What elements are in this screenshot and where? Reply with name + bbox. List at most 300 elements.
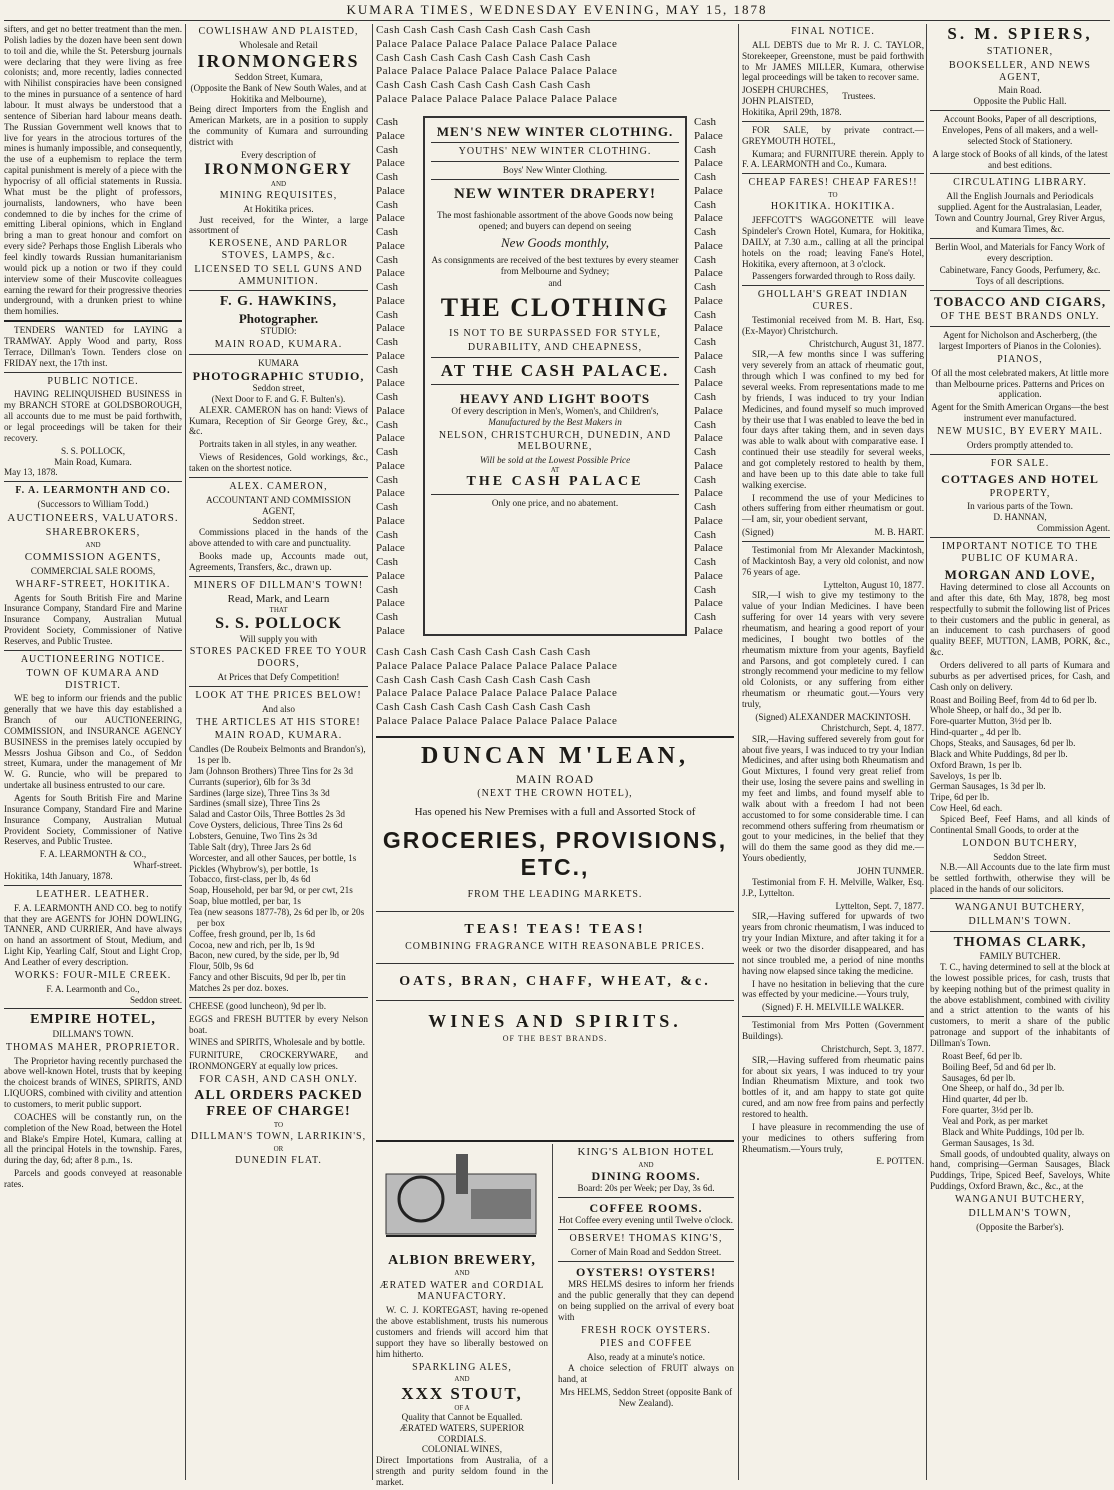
testimonial-5-body-2: I have pleasure in recommending the use of your medicines to others suffering from Rheumatism.—Yours truly, <box>742 1121 924 1154</box>
nb-line: N.B.—All Accounts due to the late firm must be settled forthwith, otherwise they will be placed in the hands of our solicitors. <box>930 862 1110 895</box>
cash-palace-side-word: Palace <box>376 157 405 170</box>
boots-title: HEAVY AND LIGHT BOOTS <box>459 390 651 406</box>
price-item: Cocoa, new and rich, per lb, 1s 9d <box>189 939 315 950</box>
cash-palace-row: Palace Palace Palace Palace Palace Palace Palace <box>376 687 618 700</box>
potten-signature: E. POTTEN. <box>876 1156 924 1167</box>
small-goods: Small goods, of undoubted quality, always on hand, comprising—German Sausages, Black Puddings, Tripe, Spiced Beef, Saveloys, White Puddings, Oxford Brawn, &c., &c., at the <box>930 1148 1110 1192</box>
cash-palace-row: Palace Palace Palace Palace Palace Palace Palace <box>376 92 618 105</box>
cash-palace-side-word: Palace <box>694 322 723 335</box>
cowlishaw-subtitle: Wholesale and Retail <box>239 39 318 50</box>
cowlishaw-just: Just received, for the Winter, a large assortment of <box>189 214 368 236</box>
cameron-address: Seddon street. <box>252 516 305 527</box>
column-divider <box>372 24 373 1480</box>
price-item: Boiling Beef, 5d and 6d per lb. <box>942 1061 1056 1072</box>
column-3 <box>376 24 734 1488</box>
empire-hotel-proprietor: THOMAS MAHER, PROPRIETOR. <box>5 1041 181 1053</box>
price-item: Fore-quarter Mutton, 3½d per lb. <box>930 716 1052 727</box>
manufactured-line: Manufactured by the Best Makers in <box>488 416 622 427</box>
public-notice-title: PUBLIC NOTICE. <box>47 375 139 387</box>
column-divider <box>926 24 927 1480</box>
hawkins-address: MAIN ROAD, KUMARA. <box>214 339 343 351</box>
leather-works: WORKS: FOUR-MILE CREEK. <box>14 969 172 981</box>
divider <box>189 997 368 998</box>
cash-palace-side-word: Palace <box>376 597 405 610</box>
cash-palace-side-word: Cash <box>376 363 398 376</box>
testimonial-2-body: SIR,—I wish to give my testimony to the value of your Indian Medicines. I have been suffering for over 14 years with very severe rheumatism, and hearing a good report of your medicines, I bought two bottles of the rheumatism mixture from your agents, Bayfield and Parsons, and got completely cured. I can strongly recommend your medicine to my fellow old Colonists, or any suffering from either rheumatism or rheumatic gout.—Yours very truly, <box>742 590 924 710</box>
learmonth-and: AND <box>85 540 101 549</box>
divider <box>558 1197 734 1198</box>
price-item: German Sausages, 1s 3d per lb. <box>930 781 1046 792</box>
price-item: Roast Beef, 6d per lb. <box>942 1050 1023 1061</box>
pianos-body: Of all the most celebrated makers, At little more than Melbourne prices. Patterns and Prices on application. <box>931 367 1109 400</box>
price-item: German Sausages, 1s 3d. <box>942 1137 1035 1148</box>
miners-heading: MINERS OF DILLMAN'S TOWN! <box>193 579 364 591</box>
cash-palace-side-word: Palace <box>376 459 405 472</box>
divider <box>742 541 924 542</box>
hart-signature: M. B. HART. <box>874 527 924 538</box>
divider <box>376 736 734 738</box>
at-label: AT <box>550 466 560 475</box>
new-music: NEW MUSIC, BY EVERY MAIL. <box>937 426 1103 438</box>
cash-palace-row: Palace Palace Palace Palace Palace Palace Palace <box>376 659 618 672</box>
clark-price-list <box>930 1051 1110 1149</box>
aerated-line: ÆRATED WATER and CORDIAL MANUFACTORY. <box>379 1279 545 1303</box>
column-2 <box>189 24 368 1480</box>
price-item: Salad and Castor Oils, Three Bottles 2s 3d <box>189 809 345 820</box>
cash-palace-row: Palace Palace Palace Palace Palace Palace Palace <box>376 37 618 50</box>
public-notice-date: May 13, 1878. <box>4 467 58 478</box>
cash-palace-row: Cash Cash Cash Cash Cash Cash Cash Cash <box>376 24 591 36</box>
cash-palace-side-word: Cash <box>694 171 716 183</box>
and-also: And also <box>262 703 295 714</box>
or-label: OR <box>273 1144 284 1153</box>
leather-title: LEATHER. LEATHER. <box>36 888 150 900</box>
divider <box>4 372 182 373</box>
cash-palace-side-word: Cash <box>376 143 398 156</box>
spiers-bookseller: BOOKSELLER, AND NEWS AGENT, <box>949 59 1091 83</box>
divider <box>930 326 1110 327</box>
sale-body: Kumara; and FURNITURE therein. Apply to F. A. LEARMONTH and Co., Kumara. <box>742 148 924 170</box>
pollock-prices: At Prices that Defy Competition! <box>217 672 340 682</box>
library-title: CIRCULATING LIBRARY. <box>953 177 1087 189</box>
testimonial-5-body: SIR,—Having suffered from rheumatic pains for about six years, I was induced to try your Indian Rheumatism Mixture, and took two bottles of it, and am happy to state got quite cured, and am now free from pains and perfectly restored to health. <box>742 1054 924 1119</box>
spiers-body: Account Books, Paper of all descriptions, Envelopes, Pens of all makers, and a well-selected Stock of Stationery. <box>942 114 1098 146</box>
sparkling-ales: SPARKLING ALES, <box>412 1361 512 1373</box>
pollock-will: Will supply you with <box>239 633 318 644</box>
that-label: THAT <box>269 606 288 615</box>
cowlishaw-ironmongery: IRONMONGERY <box>204 160 353 178</box>
testimonial-1-body: SIR,—A few months since I was suffering very severely from an attack of rheumatic gout, through which I was confined to my bed for several weeks. From representations made to me by friends, I was induced to try your Indian Medicines, and found myself so much improved by their use that I was enabled to leave the bed in four days after taking them, and in seven days was able to walk about with comparative ease. I continued their use steadily for several weeks, and got completely restored to health by them, and have been up to this date able to take full walking exercise. <box>742 349 924 490</box>
fruit-line: A choice selection of FRUIT always on hand, at <box>558 1362 734 1384</box>
and-label-2: AND <box>454 1375 470 1384</box>
cash-palace-side-word: Palace <box>694 459 723 472</box>
final-notice-body: ALL DEBTS due to Mr R. J. C. TAYLOR, Storekeeper, Greenstone, must be paid forthwith to Mr JAMES MILLER, Kumara, otherwise legal proceedings will be taken to recover same. <box>742 39 924 83</box>
morgan-price-list <box>930 695 1110 814</box>
observe-line: OBSERVE! THOMAS KING'S, <box>569 1233 723 1245</box>
cash-palace-side-word: Palace <box>694 157 723 170</box>
cash-palace-side-word: Cash <box>694 226 716 238</box>
cash-palace-side-word: Cash <box>376 391 398 403</box>
price-item: Sardines (small size), Three Tins 2s <box>189 798 320 809</box>
learmonth-line-4: COMMERCIAL SALE ROOMS, <box>30 565 156 576</box>
kps-next: (Next Door to F. and G. F. Bulten's). <box>211 393 346 404</box>
the-cash-palace: THE CASH PALACE <box>466 474 644 490</box>
divider <box>189 290 368 291</box>
divider <box>4 1008 182 1009</box>
quality-line: Quality that Cannot be Equalled. <box>401 1411 523 1422</box>
albion-title: ALBION BREWERY, <box>388 1252 536 1268</box>
cowlishaw-mining: MINING REQUISITES, <box>219 189 338 201</box>
cash-palace-side-word: Palace <box>376 129 405 142</box>
important-notice: IMPORTANT NOTICE TO THE PUBLIC OF KUMARA. <box>941 541 1099 564</box>
leading-markets: FROM THE LEADING MARKETS. <box>467 889 643 901</box>
cheap-fares: CHEAP FARES! CHEAP FARES!! <box>748 177 918 189</box>
board-line: Board: 20s per Week; per Day, 3s 6d. <box>577 1183 715 1194</box>
testimonial-1-recommend: I recommend the use of your Medicines to others suffering from either rheumatism or gout.—I am, sir, your obedient servant, <box>742 492 924 525</box>
surpassed-line: IS NOT TO BE SURPASSED FOR STYLE, <box>449 327 661 339</box>
divider <box>189 686 368 687</box>
price-item: Oxford Brawn, 1s per lb. <box>930 759 1022 770</box>
oats-title: OATS, BRAN, CHAFF, WHEAT, &c. <box>399 973 711 989</box>
duncan-mclean-ad <box>376 742 734 1046</box>
kortegast-body: W. C. J. KORTEGAST, having re-opened the above establishment, trusts his numerous customers and friends will accord him that support they have so liberally bestowed on him hitherto. <box>376 1305 548 1359</box>
divider <box>930 173 1110 174</box>
price-item: Veal and Pork, as per market <box>942 1115 1048 1126</box>
cottages-title: COTTAGES AND HOTEL <box>941 471 1099 486</box>
teas-title: TEAS! TEAS! TEAS! <box>464 922 646 938</box>
learmonth-line-5: WHARF-STREET, HOKITIKA. <box>15 578 171 590</box>
pollock-stores: STORES PACKED FREE TO YOUR DOORS, <box>189 646 368 670</box>
cash-palace-top-grid <box>376 24 734 107</box>
cowlishaw-and: AND <box>270 179 287 188</box>
divider <box>189 477 368 478</box>
pollock-title: S. S. POLLOCK <box>215 614 342 632</box>
divider <box>4 320 182 322</box>
cash-palace-side-word: Palace <box>694 184 723 197</box>
tobacco-title: TOBACCO AND CIGARS, <box>933 294 1107 310</box>
to-label: TO <box>828 191 838 200</box>
cash-palace-side-word: Cash <box>694 363 716 376</box>
of-a-label: OF A <box>454 1403 470 1412</box>
price-item: Sardines (large size), Three Tins 3s 3d <box>189 787 330 798</box>
cash-palace-side-word: Cash <box>376 556 398 568</box>
cowlishaw-kerosene: KEROSENE, AND PARLOR STOVES, LAMPS, &c. <box>208 238 349 262</box>
cash-palace-side-word: Palace <box>376 514 405 527</box>
hannan-subtitle: Commission Agent. <box>1037 523 1110 534</box>
price-item: Soap, Household, per bar 9d, or per cwt, 21s <box>189 885 353 896</box>
learmonth-subtitle: (Successors to William Todd.) <box>37 499 149 510</box>
wanganui-town: DILLMAN'S TOWN. <box>968 915 1072 927</box>
cash-palace-side-word: Palace <box>694 597 723 610</box>
testimonial-3-date: Christchurch, Sept. 4, 1877. <box>821 722 924 733</box>
article-russia: sifters, and get no better treatment than the men. Polish ladies by the dozen have been sent down to toil and die, while the St. Petersburg journals were declaring that they were living as free colonists; and, more recently, ladies connected with Nihilist conspiracies have been consigned to the mines in pursuance of a sentence of hard labour. It must always be understood that a sentence of Siberian hard labour means death. The Russian Government well knows that to live for years in the atrocious tortures of the mines is humanly impossible, and consequently, the use of a euphemism to replace the term capital punishment is merely of a piece with the hypocrisy of all official statements in Russia. What must be the plight of professors, journalists, landowners, who have been condemned to die by inches for the crime of emitting Liberal opinions, which in England bring a man to great honour and comfort on every side? Perhaps those English Liberals who feel kindly towards Russian humanitarianism would pick up a notion or two if they could interview some of their Muscovite colleagues earning the reward for their progressive theories underground, with a drunken priest to whine them homilies. <box>4 24 182 317</box>
price-item: Candles (De Roubeix Belmonts and Brandon's), 1s per lb. <box>189 744 366 765</box>
price-item: Whole Sheep, or half do., 3d per lb. <box>930 705 1062 716</box>
albion-and: AND <box>454 1269 470 1278</box>
leather-signature: F. A. Learmonth and Co., <box>46 983 140 994</box>
cash-palace-side-word: Palace <box>694 267 723 280</box>
learmonth-line-3: COMMISSION AGENTS, <box>24 550 162 563</box>
cowlishaw-address: Seddon Street, Kumara, <box>234 71 323 82</box>
divider <box>930 238 1110 239</box>
cowlishaw-opposite: (Opposite the Bank of New South Wales, and at Hokitika and Melbourne), <box>190 82 367 104</box>
brewery-engraving-icon <box>376 1144 548 1250</box>
mackintosh-signature: (Signed) ALEXANDER MACKINTOSH. <box>755 711 911 722</box>
divider <box>930 110 1110 111</box>
cowlishaw-every: Every description of <box>240 149 316 160</box>
cash-palace-side-word: Palace <box>376 184 405 197</box>
tenders-notice: TENDERS WANTED for LAYING a TRAMWAY. Apply Wood and party, Ross Terrace, Dillman's Town. Tenders close on FRIDAY next, the 17th inst. <box>4 325 182 368</box>
price-item: Saveloys, 1s per lb. <box>930 770 1002 781</box>
at-cash-palace: AT THE CASH PALACE. <box>440 360 670 380</box>
testimonial-5-date: Christchurch, Sept. 3, 1877. <box>821 1043 924 1054</box>
cash-palace-side-word: Palace <box>376 624 405 637</box>
cash-palace-side-word: Cash <box>694 583 716 596</box>
learmonth-line-1: AUCTIONEERS, VALUATORS. <box>7 511 179 524</box>
clark-title: THOMAS CLARK, <box>953 934 1087 950</box>
auction-body-2: Agents for South British Fire and Marine Insurance Company, Standard Fire and Marine Insurance Company, Australian Mutual Provident Society, Commissioner of Native Reserves, and Public Trustee. <box>4 793 182 847</box>
nicholson-line: Agent for Nicholson and Ascherberg, (the largest Importers of Pianos in the Colonies). <box>938 330 1102 352</box>
cowlishaw-title: COWLISHAW AND PLAISTED, <box>198 26 359 37</box>
london-butchery: LONDON BUTCHERY, <box>962 837 1078 849</box>
cash-palace-side-word: Cash <box>376 528 398 541</box>
spiers-title: S. M. SPIERS, <box>947 24 1093 43</box>
divider <box>742 285 924 286</box>
divider <box>431 357 679 358</box>
cash-palace-left <box>376 116 418 639</box>
london-street: Seddon Street. <box>993 851 1047 862</box>
hawkins-title: F. G. HAWKINS, <box>219 294 338 310</box>
cash-palace-side-word: Palace <box>694 624 723 637</box>
testimonial-2-date: Lyttelton, August 10, 1877. <box>823 579 924 590</box>
dillman-town: DILLMAN'S TOWN, LARRIKIN'S, <box>190 1131 367 1143</box>
price-item: Coffee, fresh ground, per lb, 1s 6d <box>189 928 316 939</box>
cash-palace-side-word: Palace <box>694 377 723 390</box>
cash-palace-side-word: Cash <box>376 583 398 596</box>
price-item: Chops, Steaks, and Sausages, 6d per lb. <box>930 738 1076 748</box>
articles-heading: THE ARTICLES AT HIS STORE! <box>196 716 361 728</box>
cash-palace-side-word: Palace <box>694 432 723 445</box>
cash-palace-side-word: Cash <box>376 198 398 211</box>
public-notice-address: Main Road, Kumara. <box>54 456 132 467</box>
cash-palace-side-word: Cash <box>376 226 398 238</box>
auction-title: AUCTIONEERING NOTICE. <box>20 653 166 665</box>
opposite-barbers: (Opposite the Barber's). <box>976 1221 1064 1232</box>
divider <box>742 173 924 174</box>
auction-address: Wharf-street. <box>133 860 182 871</box>
new-goods: New Goods monthly, <box>501 235 609 251</box>
cash-palace-side-word: Cash <box>376 281 398 293</box>
cowlishaw-body: Being direct Importers from the English and American Markets, are in a position to supply the community of Kumara and surrounding district with <box>189 104 368 148</box>
price-item: Matches 2s per doz. boxes. <box>189 983 289 994</box>
price-item: Black and White Puddings, 8d per lb. <box>930 748 1068 759</box>
learmonth-title: F. A. LEARMONTH AND CO. <box>15 485 171 497</box>
price-item: Hind quarter, 4d per lb. <box>942 1094 1028 1105</box>
hot-coffee: Hot Coffee every evening until Twelve o'clock. <box>559 1215 733 1226</box>
cash-palace-side-word: Palace <box>376 542 405 555</box>
divider <box>930 931 1110 932</box>
price-item: Table Salt (dry), Three Jars 2s 6d <box>189 841 311 852</box>
cash-palace-side-word: Palace <box>694 349 723 362</box>
helms-body: MRS HELMS desires to inform her friends and the public generally that they can depend on being supplied on the arrival of every boat with <box>558 1279 734 1322</box>
hawkins-subtitle: Photographer. <box>238 310 319 326</box>
empire-hotel-town: DILLMAN'S TOWN. <box>52 1028 134 1039</box>
price-item: Black and White Puddings, 10d per lb. <box>942 1126 1085 1137</box>
wanganui-2-town: DILLMAN'S TOWN, <box>968 1207 1072 1219</box>
orders-packed: ALL ORDERS PACKED <box>194 1087 363 1103</box>
divider <box>930 537 1110 538</box>
cash-palace-side-word: Cash <box>694 253 716 266</box>
best-brands: OF THE BEST BRANDS. <box>502 1034 608 1044</box>
price-item: One Sheep, or half do., 3d per lb. <box>942 1083 1065 1094</box>
divider <box>558 1261 734 1262</box>
duncan-road: MAIN ROAD <box>516 772 594 787</box>
dining-rooms: DINING ROOMS. <box>591 1169 701 1184</box>
price-item: Roast and Boiling Beef, from 4d to 6d per lb. <box>930 694 1097 705</box>
look-prices: LOOK AT THE PRICES BELOW! <box>195 689 362 701</box>
spiers-stock: A large stock of Books of all kinds, of the latest and best editions. <box>932 148 1108 170</box>
cash-palace-side-word: Cash <box>694 501 716 513</box>
kings-hotel-ad <box>558 1144 734 1410</box>
cash-palace-side-word: Cash <box>376 116 398 128</box>
aerated-waters: ÆRATED WATERS, SUPERIOR CORDIALS. <box>399 1422 525 1444</box>
price-item: Worcester, and all other Sauces, per bottle, 1s <box>189 852 357 863</box>
divider <box>189 354 368 355</box>
price-item: Jam (Johnson Brothers) Three Tins for 2s 3d <box>189 765 353 776</box>
cash-palace-side-word: Palace <box>376 432 405 445</box>
column-1 <box>4 24 182 1480</box>
wines-title: WINES AND SPIRITS. <box>428 1011 682 1032</box>
trustee-1: JOSEPH CHURCHES, <box>742 85 829 96</box>
divider <box>376 963 734 964</box>
one-price: Only one price, and no abatement. <box>491 497 619 508</box>
price-item: Fancy and other Biscuits, 9d per lb, per tin <box>189 972 346 983</box>
learmonth-line-2: SHAREBROKERS, <box>45 526 141 538</box>
public-notice-signature: S. S. POLLOCK, <box>60 445 126 456</box>
kps-address: Seddon street, <box>252 382 305 393</box>
price-item: Cow Heel, 6d each. <box>930 803 1003 814</box>
divider <box>930 898 1110 899</box>
clark-body: T. C., having determined to sell at the block at the lowest possible prices, for cash, trusts that by keeping nothing but of the primest quality in the above establishment, combined with civility and a strict attention to the wants of his customers, to merit a share of the public patronage and support of the inhabitants of Dillman's Town. <box>930 961 1110 1048</box>
cash-palace-side-word: Cash <box>376 611 398 623</box>
corner-line: Corner of Main Road and Seddon Street. <box>570 1247 722 1258</box>
cash-palace-side-word: Palace <box>376 294 405 307</box>
price-item: Hind-quarter „ 4d per lb. <box>930 727 1022 738</box>
cash-palace-side-word: Cash <box>376 308 398 321</box>
wines-line: WINES and SPIRITS, Wholesale and by bottle. <box>189 1037 365 1048</box>
cash-palace-side-word: Cash <box>694 143 716 156</box>
fragrance-line: COMBINING FRAGRANCE WITH REASONABLE PRICES. <box>405 940 705 952</box>
cash-palace-right <box>694 116 736 639</box>
cash-palace-side-word: Palace <box>694 239 723 252</box>
spiced-line: Spiced Beef, Feef Hams, and all kinds of Continental Small Goods, to order at the <box>930 814 1110 835</box>
various-parts: In various parts of the Town. <box>967 501 1073 512</box>
cash-palace-row: Cash Cash Cash Cash Cash Cash Cash Cash <box>376 673 591 686</box>
cash-palace-side-word: Palace <box>376 377 405 390</box>
boys-line: Boys' New Winter Clothing. <box>502 165 608 176</box>
cash-palace-side-word: Cash <box>376 418 398 431</box>
cash-palace-side-word: Cash <box>694 473 716 486</box>
cash-palace-side-word: Palace <box>376 349 405 362</box>
divider <box>431 161 679 162</box>
youths-line: YOUTHS' NEW WINTER CLOTHING. <box>458 146 652 158</box>
cheese-line: CHEESE (good luncheon), 9d per lb. <box>189 1000 327 1011</box>
divider <box>4 650 182 651</box>
walker-signature: (Signed) F. H. MELVILLE WALKER. <box>762 1002 904 1013</box>
cash-palace-side-word: Cash <box>376 473 398 486</box>
cash-palace-side-word: Palace <box>376 267 405 280</box>
main-road: MAIN ROAD, KUMARA. <box>214 730 343 742</box>
cash-palace-side-word: Cash <box>376 171 398 183</box>
price-item: Flour, 50lb, 9s 6d <box>189 961 254 972</box>
helms-address: Mrs HELMS, Seddon Street (opposite Bank of New Zealand). <box>559 1386 733 1408</box>
sale-title: FOR SALE, by private contract.—GREYMOUTH HOTEL, <box>742 124 924 146</box>
cowlishaw-prices: At Hokitika prices. <box>243 203 314 214</box>
divider <box>742 1016 924 1017</box>
kps-views: Views of Residences, Gold workings, &c., taken on the shortest notice. <box>189 452 368 473</box>
price-item: Tea (new seasons 1877-78), 2s 6d per lb, or 20s per box <box>189 907 365 928</box>
leather-address: Seddon street. <box>129 994 182 1005</box>
ghollah-title: GHOLLAH'S GREAT INDIAN CURES. <box>757 289 909 313</box>
cameron-subtitle: ACCOUNTANT AND COMMISSION AGENT, <box>205 494 352 516</box>
cash-palace-row: Cash Cash Cash Cash Cash Cash Cash Cash <box>376 646 591 658</box>
divider <box>558 1229 734 1230</box>
divider <box>930 290 1110 291</box>
ready-line: Also, ready at a minute's notice. <box>587 1352 705 1363</box>
the-clothing: THE CLOTHING <box>440 293 670 323</box>
cash-palace-side-word: Palace <box>694 294 723 307</box>
price-item: Fore quarter, 3½d per lb. <box>942 1105 1034 1116</box>
column-divider <box>185 24 186 1480</box>
kps-title: PHOTOGRAPHIC STUDIO, <box>192 368 365 383</box>
auction-date: Hokitika, 14th January, 1878. <box>4 871 113 882</box>
cash-palace-side-word: Cash <box>694 198 716 211</box>
cash-only: FOR CASH, AND CASH ONLY. <box>199 1074 358 1086</box>
learmonth-body: Agents for South British Fire and Marine Insurance Company, Standard Fire and Marine Insurance Company, Australian Mutual Provident Society, Commissioner of Native Reserves, and Public Trustee. <box>4 592 182 647</box>
duncan-title: DUNCAN M'LEAN, <box>421 743 689 769</box>
cash-palace-side-word: Palace <box>694 129 723 142</box>
jeffcott-body: JEFFCOTT'S WAGGONETTE will leave Spindeler's Crown Hotel, Kumara, for Hokitika, DAILY, at 7.30 a.m., calling at all the principal hotels on the road; leaving Fane's Hotel, Hokitika, every afternoon, at 3 o'clock. <box>742 215 924 269</box>
cash-palace-side-word: Cash <box>376 253 398 266</box>
cameron-books: Books made up, Accounts made out, Agreements, Transfers, &c., drawn up. <box>189 550 368 572</box>
cameron-title: ALEX. CAMERON, <box>229 480 328 492</box>
hawkins-studio: STUDIO: <box>260 326 297 337</box>
cash-palace-side-word: Cash <box>376 501 398 513</box>
trustees-names <box>742 85 828 107</box>
pies-coffee: PIES and COFFEE <box>599 1338 693 1350</box>
jeffcott-passengers: Passengers forwarded through to Ross daily. <box>752 271 916 282</box>
auction-heading: TOWN OF KUMARA AND DISTRICT. <box>26 667 160 691</box>
kps-body: ALEXR. CAMERON has on hand: Views of Kumara, Reception of Sir George Grey, &c., &c. <box>189 404 368 437</box>
cash-palace-side-word: Cash <box>694 281 716 293</box>
divider <box>431 179 679 180</box>
cash-palace-side-word: Palace <box>376 239 405 252</box>
divider <box>431 142 679 143</box>
boots-body: Of every description in Men's, Women's, and Children's, <box>451 405 659 416</box>
price-item: Tripe, 6d per lb. <box>930 792 990 803</box>
clark-subtitle: FAMILY BUTCHER. <box>979 951 1061 962</box>
kings-title: KING'S ALBION HOTEL <box>577 1146 715 1158</box>
cash-palace-side-word: Cash <box>376 446 398 458</box>
cash-palace-side-word: Palace <box>376 212 405 225</box>
morgan-love-title: MORGAN AND LOVE, <box>944 566 1096 582</box>
divider <box>431 494 679 495</box>
price-item: Lobsters, Genuine, Two Tins 2s 3d <box>189 830 318 841</box>
empire-hotel-parcels: Parcels and goods conveyed at reasonable rates. <box>4 1168 182 1189</box>
divider <box>4 481 182 482</box>
cash-palace-side-word: Palace <box>376 404 405 417</box>
duncan-body: Has opened his New Premises with a full and Assorted Stock of <box>414 806 696 819</box>
